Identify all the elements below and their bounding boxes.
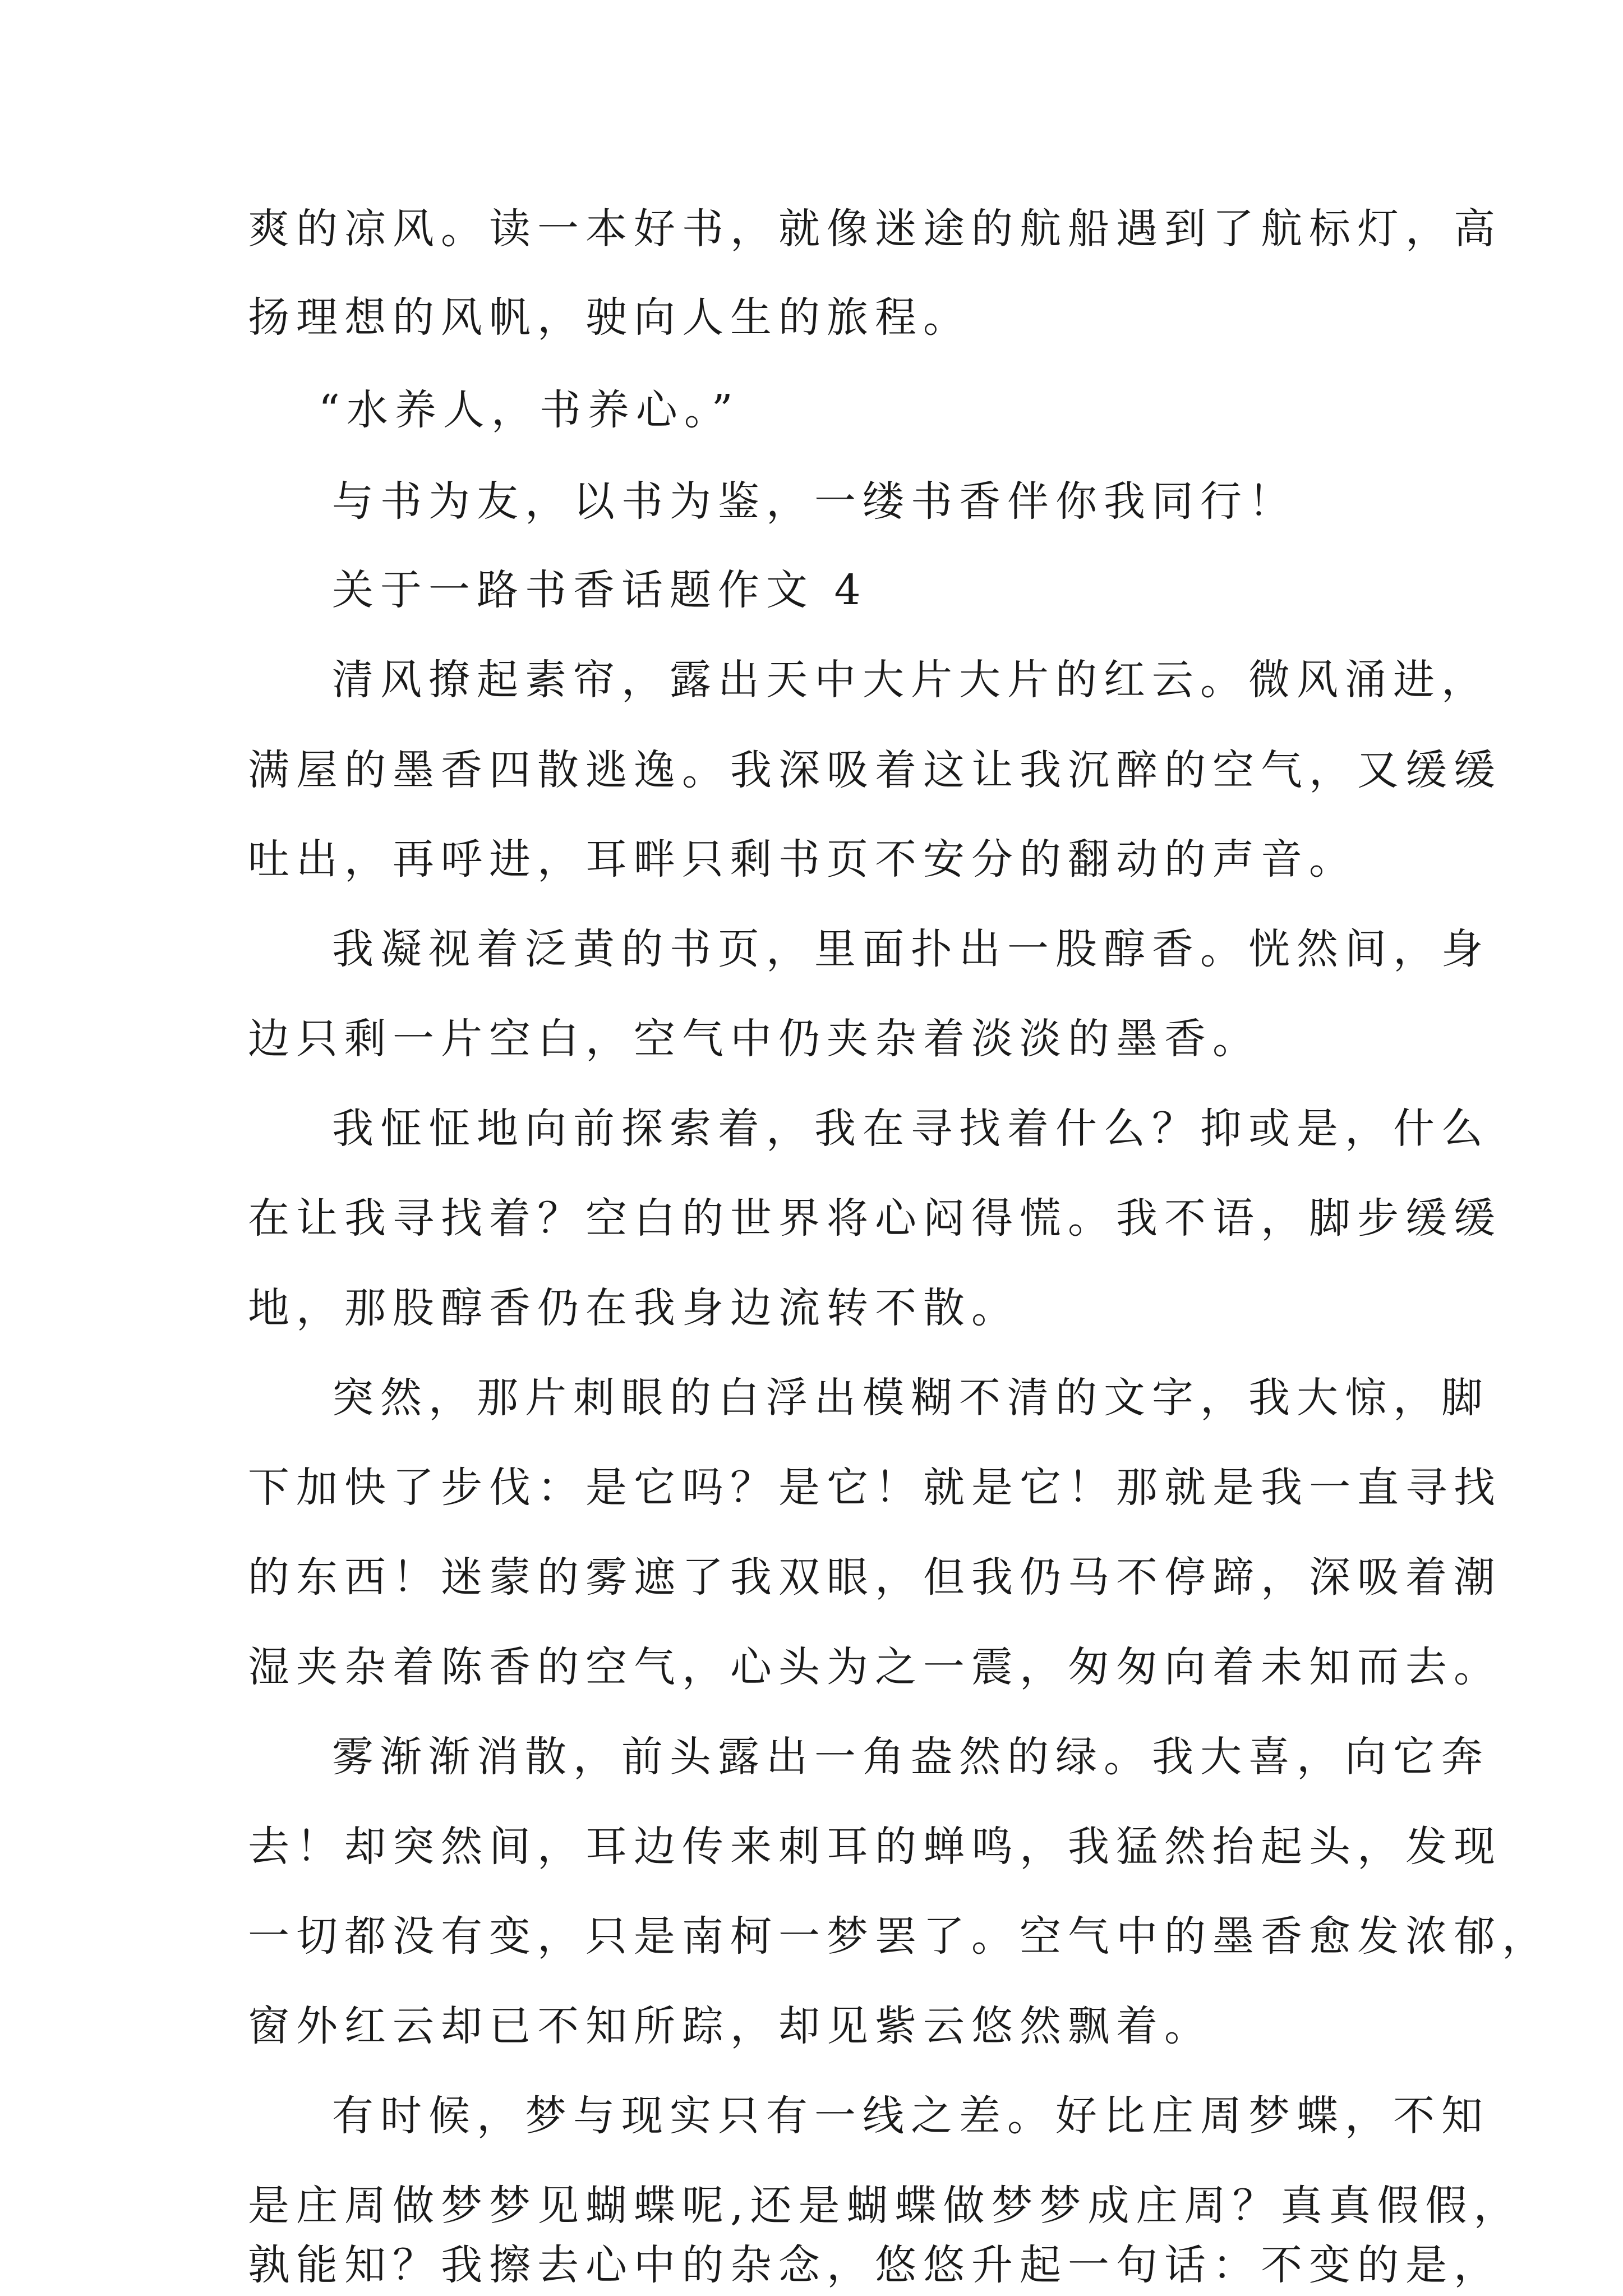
text-line: 孰能知？我擦去心中的杂念，悠悠升起一句话：不变的是， — [248, 2241, 1502, 2289]
text-line: 满屋的墨香四散逃逸。我深吸着这让我沉醉的空气，又缓缓 — [248, 746, 1502, 794]
text-line: 窗外红云却已不知所踪，却见紫云悠然飘着。 — [248, 2002, 1212, 2050]
text-line: 扬理想的风帆，驶向人生的旅程。 — [248, 293, 971, 342]
text-line: 地，那股醇香仍在我身边流转不散。 — [248, 1284, 1020, 1332]
text-line: 与书为友，以书为鉴，一缕书香伴你我同行！ — [332, 477, 1297, 526]
text-line: 有时候，梦与现实只有一线之差。好比庄周梦蝶，不知 — [332, 2092, 1490, 2140]
text-line: 我怔怔地向前探索着，我在寻找着什么？抑或是，什么 — [332, 1105, 1490, 1153]
text-line: 我凝视着泛黄的书页，里面扑出一股醇香。恍然间，身 — [332, 925, 1490, 973]
text-line: 在让我寻找着？空白的世界将心闷得慌。我不语，脚步缓缓 — [248, 1194, 1502, 1243]
text-line: 雾渐渐消散，前头露出一角盎然的绿。我大喜，向它奔 — [332, 1733, 1490, 1781]
text-line: 湿夹杂着陈香的空气，心头为之一震，匆匆向着未知而去。 — [248, 1643, 1502, 1691]
text-line: 的东西！迷蒙的雾遮了我双眼，但我仍马不停蹄，深吸着潮 — [248, 1553, 1502, 1602]
text-line: 下加快了步伐：是它吗？是它！就是它！那就是我一直寻找 — [248, 1464, 1502, 1512]
essay-heading: 关于一路书香话题作文 4 — [332, 566, 868, 614]
text-line: 是庄周做梦梦见蝴蝶呢,还是蝴蝶做梦梦成庄周？真真假假， — [248, 2182, 1522, 2230]
text-line: 吐出，再呼进，耳畔只剩书页不安分的翻动的声音。 — [248, 835, 1357, 884]
text-line: 去！却突然间，耳边传来刺耳的蝉鸣，我猛然抬起头，发现 — [248, 1823, 1502, 1871]
text-line: 边只剩一片空白，空气中仍夹杂着淡淡的墨香。 — [248, 1015, 1261, 1063]
text-line: 清风撩起素帘，露出天中大片大片的红云。微风涌进， — [332, 656, 1490, 704]
text-line: 一切都没有变，只是南柯一梦罢了。空气中的墨香愈发浓郁， — [248, 1912, 1550, 1961]
text-line: 爽的凉风。读一本好书，就像迷途的航船遇到了航标灯，高 — [248, 205, 1502, 253]
text-line: 突然，那片刺眼的白浮出模糊不清的文字，我大惊，脚 — [332, 1374, 1490, 1422]
quote-line: “水养人，书养心。” — [319, 386, 740, 434]
